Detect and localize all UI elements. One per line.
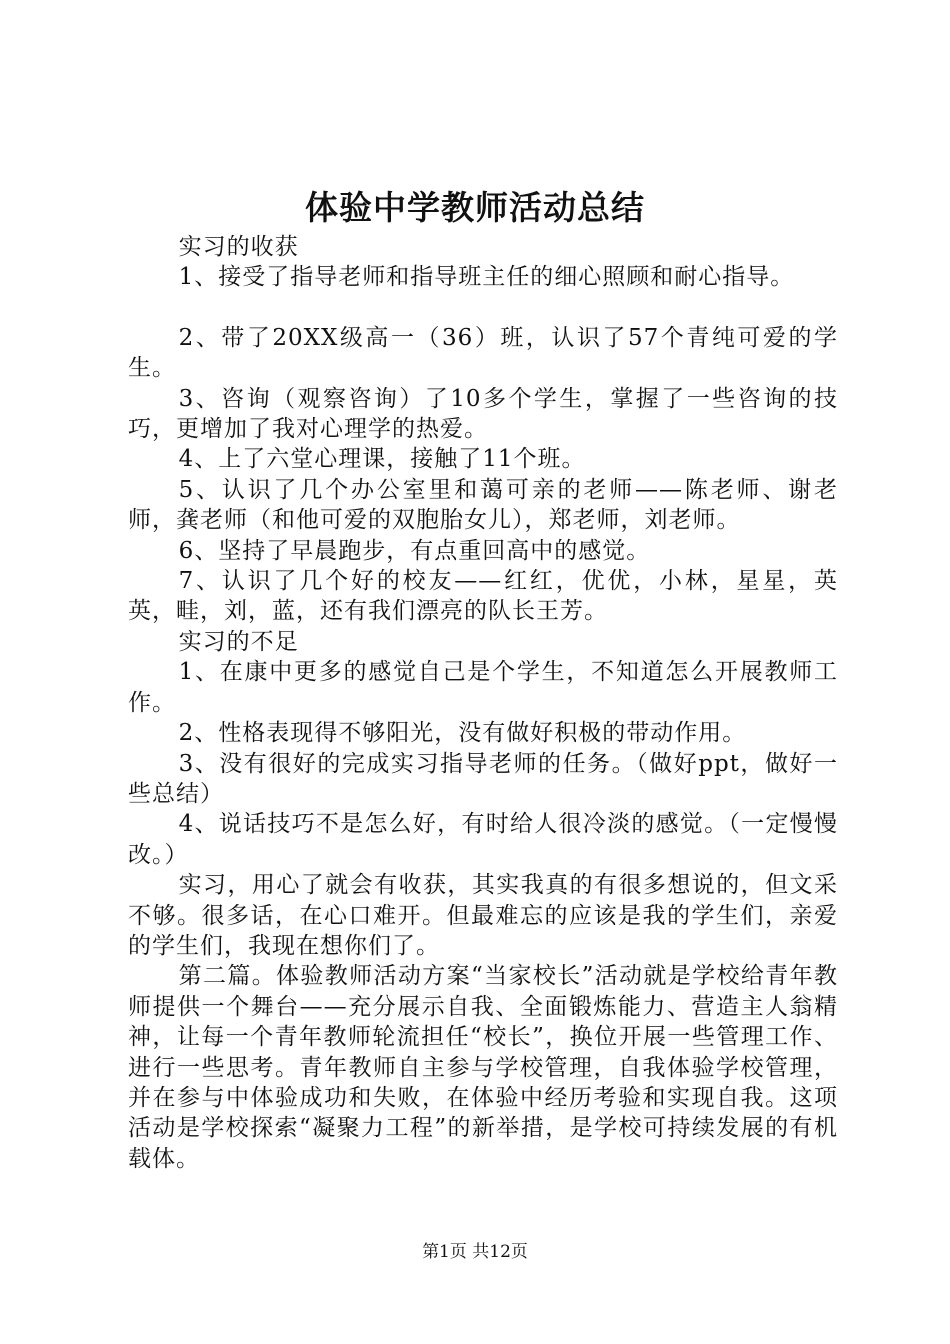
section-heading-shortcomings: 实习的不足 [178,628,299,655]
paragraph-gain-6: 6、坚持了早晨跑步，有点重回高中的感觉。 [178,537,651,564]
paragraph-reflection: 实习，用心了就会有收获，其实我真的有很多想说的，但文采不够。很多话，在心口难开。但最难忘的应该是我的学生们，亲爱的学生们，我现在想你们了。 [128,872,838,959]
paragraph-shortcoming-4: 4、说话技巧不是怎么好，有时给人很冷淡的感觉。（一定慢慢改。） [128,811,838,868]
paragraph-shortcoming-1: 1、在康中更多的感觉自己是个学生，不知道怎么开展教师工作。 [128,659,838,716]
blank-line [128,293,838,323]
paragraph-shortcoming-2: 2、性格表现得不够阳光，没有做好积极的带动作用。 [178,720,747,747]
paragraph-gain-3: 3、咨询（观察咨询）了10多个学生，掌握了一些咨询的技巧，更增加了我对心理学的热爱。 [128,385,838,443]
document-body [128,232,838,1174]
section-heading-gains: 实习的收获 [178,234,299,260]
paragraph-gain-7: 7、认识了几个好的校友——红红，优优，小林，星星，英英，畦，刘，蓝，还有我们漂亮的队长王芳。 [128,568,838,625]
paragraph-shortcoming-3: 3、没有很好的完成实习指导老师的任务。（做好ppt，做好一些总结） [128,750,838,807]
page-footer: 第1页 共12页 [422,1242,528,1262]
paragraph-gain-5: 5、认识了几个办公室里和蔼可亲的老师——陈老师、谢老师，龚老师（和他可爱的双胞胎女儿），郑老师，刘老师。 [128,476,838,534]
paragraph-gain-2: 2、带了20XX级高一（36）班，认识了57个青纯可爱的学生。 [128,324,838,382]
paragraph-part-two: 第二篇。体验教师活动方案“当家校长”活动就是学校给青年教师提供一个舞台——充分展示自我、全面锻炼能力、营造主人翁精神，让每一个青年教师轮流担任“校长”，换位开展一些管理工作、进行一些思考。青年教师自主参与学校管理，自我体验学校管理，并在参与中体验成功和失败，在体验中经历考验和实现自我。这项活动是学校探索“凝聚力工程”的新举措，是学校可持续发展的有机载体。 [128,963,838,1172]
paragraph-gain-4: 4、上了六堂心理课，接触了11个班。 [178,446,586,473]
paragraph-gain-1: 1、接受了指导老师和指导班主任的细心照顾和耐心指导。 [178,264,795,291]
document-title: 体验中学教师活动总结 [305,188,645,227]
